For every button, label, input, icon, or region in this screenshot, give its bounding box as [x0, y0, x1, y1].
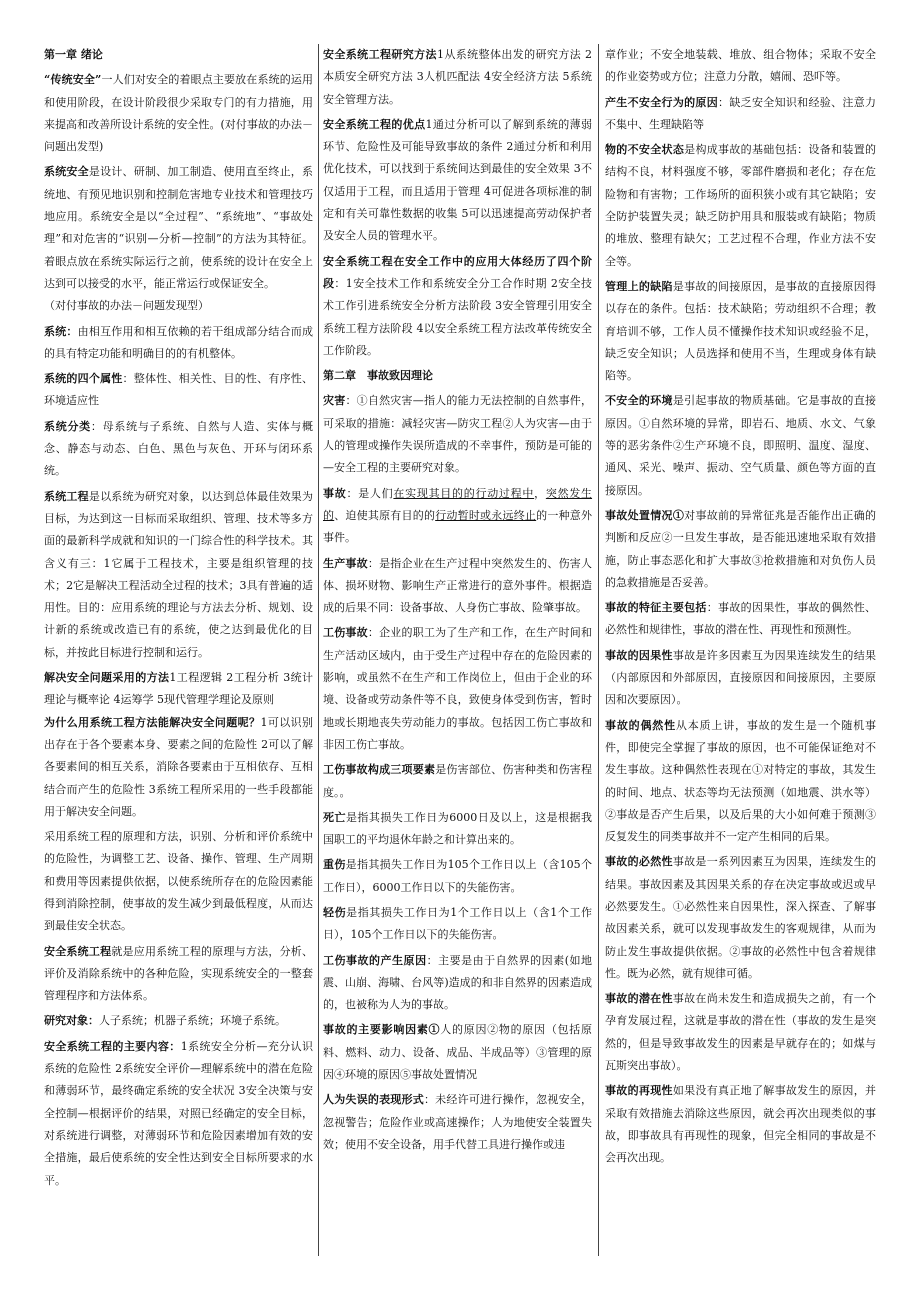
- paragraph-system-engineering: 系统工程是以系统为研究对象，以达到总体最佳效果为目标，为达到这一目标而采取组织、管理、技术等多方面的最新科学成就和知识的一门综合性的科学技术。其含义有三：1它属于工程技术，主要是组织管理的技术；2它是解决工程活动全过程的技术；3具有普遍的适用性。目的：应用系统的理论与方法去分析、规划、设计新的系统或改造已有的系统，使之达到最优化的目标，并按此目标进行控制和运行。: [44, 489, 314, 659]
- paragraph-why-system-engineering: 为什么用系统工程方法能解决安全问题呢？1可以识别出存在于各个要素本身、要素之间的危险性 2可以了解各要素间的相互关系，消除各要素由于互相依存、互相结合而产生的危险性 3系统工程所采用的一些手段都能用于解决安全问题。: [44, 715, 314, 818]
- paragraph-main-factors: 事故的主要影响因素①人的原因②物的原因（包括原料、燃料、动力、设备、成品、半成品等）③管理的原因④环境的原因⑤事故处置情况: [323, 1023, 593, 1082]
- paragraph-three-elements: 工伤事故构成三项要素是伤害部位、伤害种类和伤害程度。。: [323, 763, 593, 799]
- paragraph-traditional-safety: “传统安全”一人们对安全的着眼点主要放在系统的运用和使用阶段，在设计阶段很少采取专门的有力措施，用来提高和改善所设计系统的安全性。(对付事故的办法－问题出发型): [44, 73, 314, 154]
- paragraph-human-error: 人为失误的表现形式：未经许可进行操作，忽视安全，忽视警告；危险作业或高速操作；人为地使安全装置失效；使用不安全设备，用手代替工具进行操作或违: [323, 1093, 593, 1151]
- chapter-2-title: 第二章 事故致因理论: [323, 369, 433, 383]
- paragraph-system-classification: 系统分类：母系统与子系统、自然与人造、实体与概念、静态与动态、白色、黑色与灰色、开环与闭环系统。: [44, 419, 314, 478]
- paragraph-causality: 事故的因果性事故是许多因素互为因果连续发生的结果（内部原因和外部原因，直接原因和间接原因，主要原因和次要原因）。: [605, 648, 877, 707]
- paragraph-adopt-principles: 采用系统工程的原理和方法，识别、分析和评价系统中的危险性，为调整工艺、设备、操作、管理、生产周期和费用等因素提供依据，以使系统所存在的危险因素能得到消除控制，使事故的发生减少到最低程度，从而达到最佳安全状态。: [44, 830, 313, 933]
- paragraph-advantages: 安全系统工程的优点1通过分析可以了解到系统的薄弱环节、危险性及可能导致事故的条件 2通过分析和利用优化技术，可以找到于系统间达到最佳的安全效果 3不仅适用于工程，而且适用于管理 4可促进各项标准的制定和有关可靠性数据的收集 5可以迅速提高劳动保护者及安全人员的管理水平。: [323, 117, 593, 243]
- paragraph-severe-injury: 重伤是指其损失工作日为105个工作日以上（含105个工作日），6000工作日以下的失能伤害。: [323, 858, 592, 894]
- paragraph-safety-system-engineering: 安全系统工程就是应用系统工程的原理与方法，分析、评价及消除系统中的各种危险，实现系统安全的一整套管理程序和方法体系。: [44, 944, 314, 1003]
- paragraph-management-defect: 管理上的缺陷是事故的间接原因，是事故的直接原因得以存在的条件。包括：技术缺陷；劳动组织不合理；教育培训不够，工作人员不懂操作技术知识或经验不足，缺乏安全知识；人员选择和使用不当，生理或身体有缺陷等。: [605, 279, 877, 383]
- paragraph-unsafe-state: 物的不安全状态是构成事故的基础包括：设备和装置的结构不良，材料强度不够，零部件磨损和老化；存在危险物和有害物；工作场所的面积狭小或有其它缺陷；安全防护装置失灵；缺乏防护用具和服装或有缺陷；物质的堆放、整理有缺欠；工艺过程不合理，作业方法不安全等。: [605, 143, 877, 268]
- paragraph-production-accident: 生产事故：是指企业在生产过程中突然发生的、伤害人体、损坏财物、影响生产正常进行的意外事件。根据造成的后果不同：设备事故、人身伤亡事故、险肇事故。: [323, 556, 593, 615]
- paragraph-disaster: 灾害：①自然灾害—指人的能力无法控制的自然事件，可采取的措施：减轻灾害—防灾工程②人为灾害—由于人的管理或操作失误所造成的不幸事件，预防是可能的—安全工程的主要研究对象。: [323, 394, 593, 475]
- paragraph-four-stages: 安全系统工程在安全工作中的应用大体经历了四个阶段：1安全技术工作和系统安全分工合作时期 2安全技术工作引进系统安全分析方法阶段 3安全管理引用安全系统工程方法阶段 4以安全系统工程方法改革传统安全工作阶段。: [323, 254, 593, 357]
- paragraph-latency: 事故的潜在性事故在尚未发生和造成损失之前，有一个孕育发展过程，这就是事故的潜在性（事故的发生是突然的，但是导致事故发生的因素是早就存在的；如煤与瓦斯突出事故）。: [605, 992, 877, 1073]
- paragraph-recurrence: 事故的再现性如果没有真正地了解事故发生的原因，并采取有效措施去消除这些原因，就会再次出现类似的事故，即事故具有再现性的现象，但完全相同的事故是不会再次出现。: [605, 1084, 877, 1165]
- paragraph-system-attributes: 系统的四个属性：整体性、相关性、目的性、有序性、环境适应性: [44, 372, 314, 408]
- paragraph-unsafe-environment: 不安全的环境是引起事故的物质基础。它是事故的直接原因。①自然环境的异常，即岩石、地质、水文、气象等的恶劣条件②生产环境不良，即照明、温度、湿度、通风、采光、噪声、振动、空气质量、颜色等方面的直接原因。: [605, 394, 877, 497]
- paragraph-unsafe-act-cause: 产生不安全行为的原因：缺乏安全知识和经验、注意力不集中、生理缺陷等: [605, 95, 877, 131]
- paragraph-continued: 章作业；不安全地装载、堆放、组合物体；采取不安全的作业姿势或方位；注意力分散，嬉闹、恐吓等。: [605, 48, 876, 84]
- paragraph-system-safety-tail: （对付事故的办法－问题发现型）: [44, 299, 209, 313]
- paragraph-accident-definition: 事故：是人们在实现其目的的行动过程中，突然发生的、迫使其原有目的的行动暂时或永远终止的一种意外事件。: [323, 486, 593, 545]
- paragraph-death: 死亡是指其损失工作日为6000日及以上，这是根据我国职工的平均退休年龄之和计算出来的。: [323, 810, 592, 847]
- chapter-1-title: 第一章 绪论: [44, 48, 103, 61]
- column-3: [605, 44, 876, 1170]
- paragraph-injury-cause: 工伤事故的产生原因：主要是由于自然界的因素(如地震、山崩、海啸、台风等)造成的和非自然界的因素造成的，也被称为人为的事故。: [323, 953, 593, 1012]
- paragraph-main-contents: 安全系统工程的主要内容：1系统安全分析—充分认识系统的危险性 2系统安全评价—理解系统中的潜在危险和薄弱环节，最终确定系统的安全状况 3安全决策与安全控制—根据评价的结果，对照已经确定的安全目标，对系统进行调整，对薄弱环节和危险因素增加有效的安全措施，最后使系统的安全性达到安全目标所要求的水平。: [44, 1039, 314, 1187]
- paragraph-research-methods: 安全系统工程研究方法1从系统整体出发的研究方法 2本质安全研究方法 3人机匹配法 4安全经济方法 5系统安全管理方法。: [323, 48, 593, 106]
- paragraph-research-object: 研究对象：人子系统；机器子系统；环境子系统。: [44, 1014, 286, 1028]
- paragraph-accident-handling: 事故处置情况①对事故前的异常征兆是否能作出正确的判断和反应②一旦发生事故，是否能迅速地采取有效措施，防止事态恶化和扩大事故③抢救措施和对负伤人员的急救措施是否妥善。: [605, 508, 877, 589]
- paragraph-necessity: 事故的必然性事故是一系列因素互为因果，连续发生的结果。事故因素及其因果关系的存在决定事故或迟或早必然要发生。①必然性来自因果性，深入探查、了解事故因素关系，就可以发现事故发生的客观规律，从而为防止发生事故提供依据。②事故的必然性中包含着规律性。既为必然，就有规律可循。: [605, 855, 877, 980]
- column-divider-right: [598, 44, 599, 1256]
- paragraph-system-safety: 系统安全是设计、研制、加工制造、使用直至终止，系统地、有预见地识别和控制危害地专业技术和管理技巧地应用。系统安全是以“全过程”、“系统地”、“事故处理”和对危害的“识别—分析—控制”的方法为其特征。着眼点放在系统实际运行之前，使系统的设计在安全上达到可以接受的水平，能正常运行或保证安全。: [44, 165, 314, 290]
- paragraph-safety-methods: 解决安全问题采用的方法1工程逻辑 2工程分析 3统计理论与概率论 4运筹学 5现代管理学理论及原则: [44, 671, 313, 707]
- column-1: [44, 44, 313, 1192]
- column-2: [323, 44, 592, 1156]
- column-divider-left: [318, 44, 319, 1256]
- paragraph-light-injury: 轻伤是指其损失工作日为1个工作日以上（含1个工作日），105个工作日以下的失能伤害。: [323, 905, 593, 942]
- paragraph-accident-features: 事故的特征主要包括：事故的因果性，事故的偶然性、必然性和规律性，事故的潜在性、再现性和预测性。: [605, 601, 877, 637]
- paragraph-randomness: 事故的偶然性从本质上讲，事故的发生是一个随机事件，即使完全掌握了事故的原因，也不可能保证绝对不发生事故。这种偶然性表现在①对特定的事故，其发生的时间、地点、状态等均无法预测（如地震、洪水等）②事故是否产生后果，以及后果的大小如何难于预测③反复发生的同类事故并不一定产生相同的后果。: [605, 718, 877, 844]
- paragraph-system: 系统：由相互作用和相互依赖的若干组成部分结合而成的具有特定功能和明确目的的有机整体。: [44, 324, 314, 360]
- paragraph-work-injury: 工伤事故：企业的职工为了生产和工作，在生产时间和生产活动区域内，由于受生产过程中存在的危险因素的影响，或虽然不在生产和工作岗位上，但由于企业的环境、设备或劳动条件等不良，致使身体受到伤害，暂时地或长期地丧失劳动能力的事故。包括因工伤亡事故和非因工伤亡事故。: [323, 626, 593, 751]
